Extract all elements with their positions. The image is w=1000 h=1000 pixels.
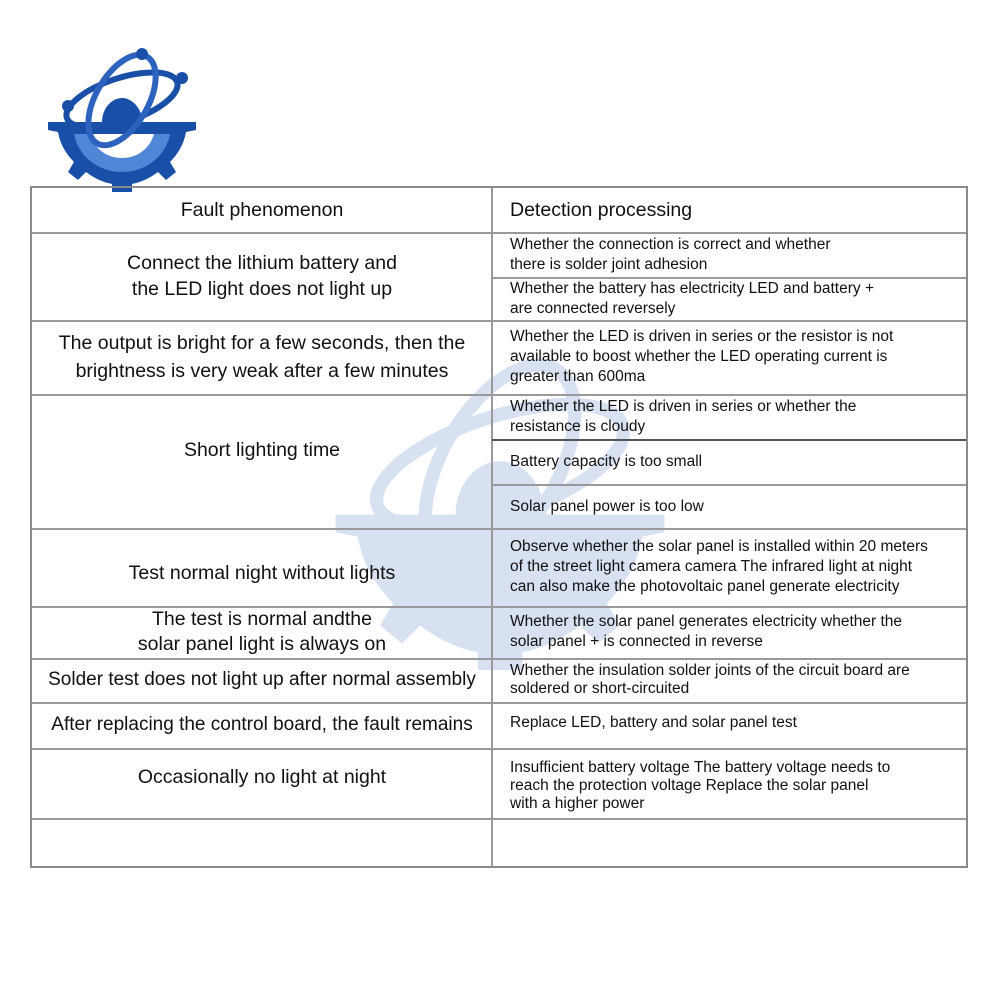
detection-text: Insufficient battery voltage The battery voltage needs to reach the protection voltage Replace the solar panel with a higher power bbox=[510, 759, 891, 812]
fault-text: The output is bright for a few seconds, then the brightness is very weak after a few minutes bbox=[58, 332, 466, 382]
logo-icon bbox=[44, 48, 200, 192]
detection-cell bbox=[492, 658, 966, 702]
fault-text: Connect the lithium battery and the LED light does not light up bbox=[127, 252, 397, 300]
fault-cell bbox=[32, 540, 492, 606]
header-detection-label: Detection processing bbox=[510, 199, 693, 221]
detection-text: Whether the insulation solder joints of the circuit board are soldered or short-circuited bbox=[510, 662, 910, 697]
detection-text: Observe whether the solar panel is installed within 20 meters of the street light camera camera The infrared light at night can also make the photovoltaic panel generate electricity bbox=[510, 538, 928, 595]
fault-text: Solder test does not light up after normal assembly bbox=[48, 669, 476, 690]
detection-cell bbox=[492, 484, 966, 528]
fault-cell bbox=[32, 702, 492, 748]
detection-cell bbox=[492, 232, 966, 277]
fault-cell-empty bbox=[32, 818, 492, 866]
fault-text: Short lighting time bbox=[183, 439, 341, 461]
detection-text: Whether the solar panel generates electricity whether the solar panel + is connected in reverse bbox=[510, 613, 903, 650]
detection-cell bbox=[492, 277, 966, 320]
header-detection-processing bbox=[492, 188, 966, 232]
header-fault-phenomenon bbox=[32, 188, 492, 232]
detection-text: Whether the LED is driven in series or whether the resistance is cloudy bbox=[510, 397, 857, 435]
detection-cell bbox=[492, 606, 966, 658]
detection-text: Whether the battery has electricity LED and battery + are connected reversely bbox=[510, 279, 875, 317]
fault-cell bbox=[32, 748, 492, 806]
detection-text: Whether the connection is correct and whether there is solder joint adhesion bbox=[510, 235, 831, 273]
fault-cell bbox=[32, 394, 492, 506]
fault-text: After replacing the control board, the fault remains bbox=[51, 714, 473, 735]
fault-cell bbox=[32, 320, 492, 394]
fault-text: Occasionally no light at night bbox=[137, 766, 387, 788]
header-fault-label: Fault phenomenon bbox=[180, 199, 344, 221]
detection-cell bbox=[492, 439, 966, 484]
fault-text: Test normal night without lights bbox=[128, 562, 396, 584]
detection-cell bbox=[492, 528, 966, 606]
detection-cell bbox=[492, 320, 966, 394]
detection-cell bbox=[492, 754, 966, 818]
detection-cell bbox=[492, 394, 966, 439]
fault-cell bbox=[32, 658, 492, 702]
detection-text: Replace LED, battery and solar panel test bbox=[510, 713, 797, 731]
detection-text: Battery capacity is too small bbox=[510, 453, 703, 470]
atom-gear-logo bbox=[44, 48, 200, 192]
fault-text: The test is normal andthe solar panel light is always on bbox=[137, 608, 387, 655]
fault-table bbox=[30, 186, 968, 868]
detection-text: Solar panel power is too low bbox=[510, 497, 704, 515]
detection-cell bbox=[492, 702, 966, 742]
detection-cell-empty bbox=[492, 818, 966, 866]
fault-cell bbox=[32, 606, 492, 658]
fault-cell bbox=[32, 232, 492, 320]
detection-text: Whether the LED is driven in series or the resistor is not available to boost whether the LED operating current is greater than 600ma bbox=[510, 328, 894, 385]
